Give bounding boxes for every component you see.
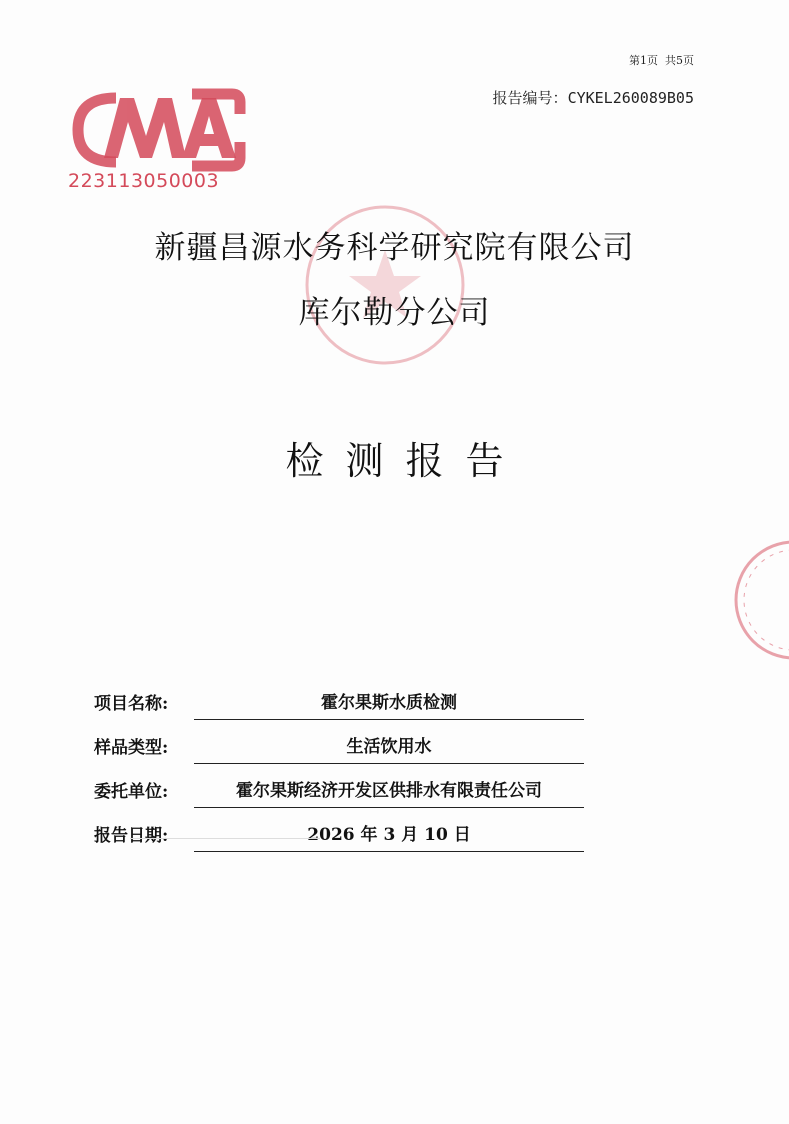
info-label: 样品类型:: [94, 738, 169, 758]
info-label: 委托单位:: [94, 782, 169, 802]
divider: [130, 838, 320, 839]
report-number-value: CYKEL260089B05: [567, 89, 694, 107]
info-value: 2026 年 3 月 10 日: [194, 820, 584, 852]
info-row-report-date: [94, 808, 584, 852]
info-value: 霍尔果斯经济开发区供排水有限责任公司: [194, 776, 584, 808]
info-value: 生活饮用水: [194, 732, 584, 764]
document-title: 检测报告: [285, 439, 526, 483]
report-number-label: 报告编号：: [492, 89, 568, 107]
info-label: 项目名称:: [94, 694, 169, 714]
info-table: [94, 676, 584, 852]
info-row-sample-type: [94, 720, 584, 764]
info-row-project: [94, 676, 584, 720]
organization-name-line2: 库尔勒分公司: [298, 295, 491, 331]
report-number: [493, 87, 694, 108]
cma-code: 223113050003: [68, 170, 220, 192]
info-value: 霍尔果斯水质检测: [194, 688, 584, 720]
organization-name-line1: 新疆昌源水务科学研究院有限公司: [154, 230, 635, 266]
info-label: 报告日期:: [94, 826, 169, 846]
edge-seal-icon: [734, 535, 789, 665]
info-row-client: [94, 764, 584, 808]
page-counter: 第1页 共5页: [629, 54, 694, 67]
